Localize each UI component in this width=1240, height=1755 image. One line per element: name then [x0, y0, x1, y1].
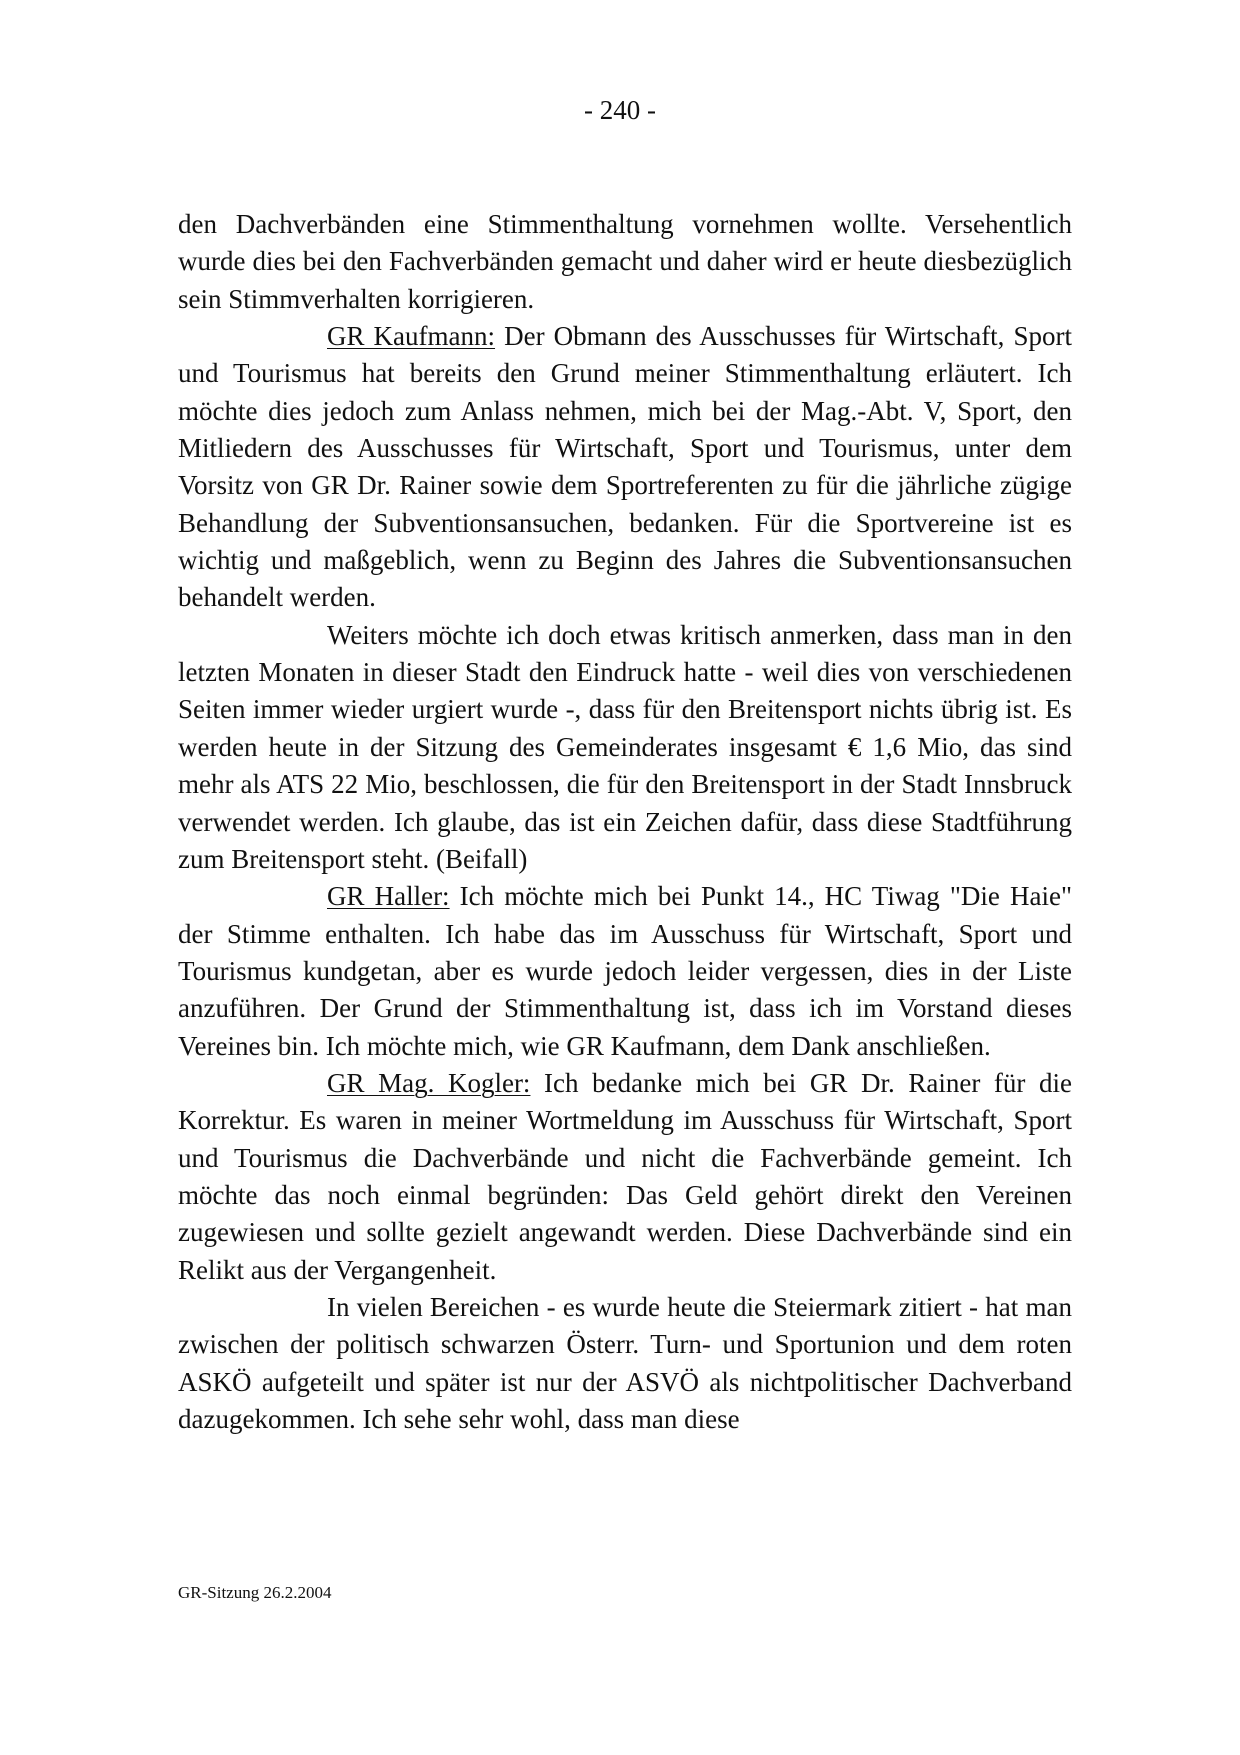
paragraph-text: In vielen Bereichen - es wurde heute die Steiermark zitiert - hat man zwischen der politisch schwarzen Österr. Turn- und Sportunion und dem roten ASKÖ aufgeteilt und später ist nur der ASVÖ als nichtpolitischer Dachverband dazugekommen. Ich sehe sehr wohl, dass man diese — [178, 1291, 1072, 1434]
paragraph-continuation — [178, 206, 1072, 318]
paragraph-text: den Dachverbänden eine Stimmenthaltung vornehmen wollte. Versehentlich wurde dies bei den Fachverbänden gemacht und daher wird er heute diesbezüglich sein Stimmverhalten korrigieren. — [178, 209, 1072, 314]
speaker-name: GR Haller: — [327, 881, 450, 912]
paragraph-kaufmann — [178, 318, 1072, 617]
footer-session-date: GR-Sitzung 26.2.2004 — [178, 1583, 332, 1602]
paragraph-text: Ich bedanke mich bei GR Dr. Rainer für die Korrektur. Es waren in meiner Wortmeldung im Ausschuss für Wirtschaft, Sport und Tourismus die Dachverbände und nicht die Fachverbände gemeint. Ich möchte das noch einmal begründen: Das Geld gehört direkt den Vereinen zugewiesen und sollte gezielt angewandt werden. Diese Dachverbände sind ein Relikt aus der Vergangenheit. — [178, 1067, 1073, 1285]
paragraph-text: Der Obmann des Ausschusses für Wirtschaft, Sport und Tourismus hat bereits den Grund meiner Stimmenthaltung erläutert. Ich möchte dies jedoch zum Anlass nehmen, mich bei der Mag.-Abt. V, Sport, den Mitliedern des Ausschusses für Wirtschaft, Sport und Tourismus, unter dem Vorsitz von GR Dr. Rainer sowie dem Sportreferenten zu für die jährliche zügige Behandlung der Subventionsansuchen, bedanken. Für die Sportvereine ist es wichtig und maßgeblich, wenn zu Beginn des Jahres die Subventionsansuchen behandelt werden. — [178, 321, 1072, 613]
document-body — [178, 206, 1072, 1438]
paragraph-text: Weiters möchte ich doch etwas kritisch anmerken, dass man in den letzten Monaten in dieser Stadt den Eindruck hatte - weil dies von verschiedenen Seiten immer wieder urgiert wurde -, dass für den Breitensport nichts übrig ist. Es werden heute in der Sitzung des Gemeinderates insgesamt € 1,6 Mio, das sind mehr als ATS 22 Mio, beschlossen, die für den Breitensport in der Stadt Innsbruck verwendet werden. Ich glaube, das ist ein Zeichen dafür, dass diese Stadtführung zum Breitensport steht. (Beifall) — [178, 619, 1072, 874]
paragraph-text: Ich möchte mich bei Punkt 14., HC Tiwag "Die Haie" der Stimme enthalten. Ich habe das im Ausschuss für Wirtschaft, Sport und Tourismus kundgetan, aber es wurde jedoch leider vergessen, dies in der Liste anzuführen. Der Grund der Stimmenthaltung ist, dass ich im Vorstand dieses Vereines bin. Ich möchte mich, wie GR Kaufmann, dem Dank anschließen. — [178, 881, 1072, 1061]
paragraph-kaufmann-continued — [178, 617, 1072, 878]
speaker-name: GR Mag. Kogler: — [327, 1067, 531, 1098]
speaker-name: GR Kaufmann: — [327, 321, 496, 352]
paragraph-kogler-continued — [178, 1289, 1072, 1438]
paragraph-haller — [178, 878, 1072, 1065]
page-number: - 240 - — [584, 95, 656, 125]
paragraph-kogler — [178, 1065, 1072, 1289]
